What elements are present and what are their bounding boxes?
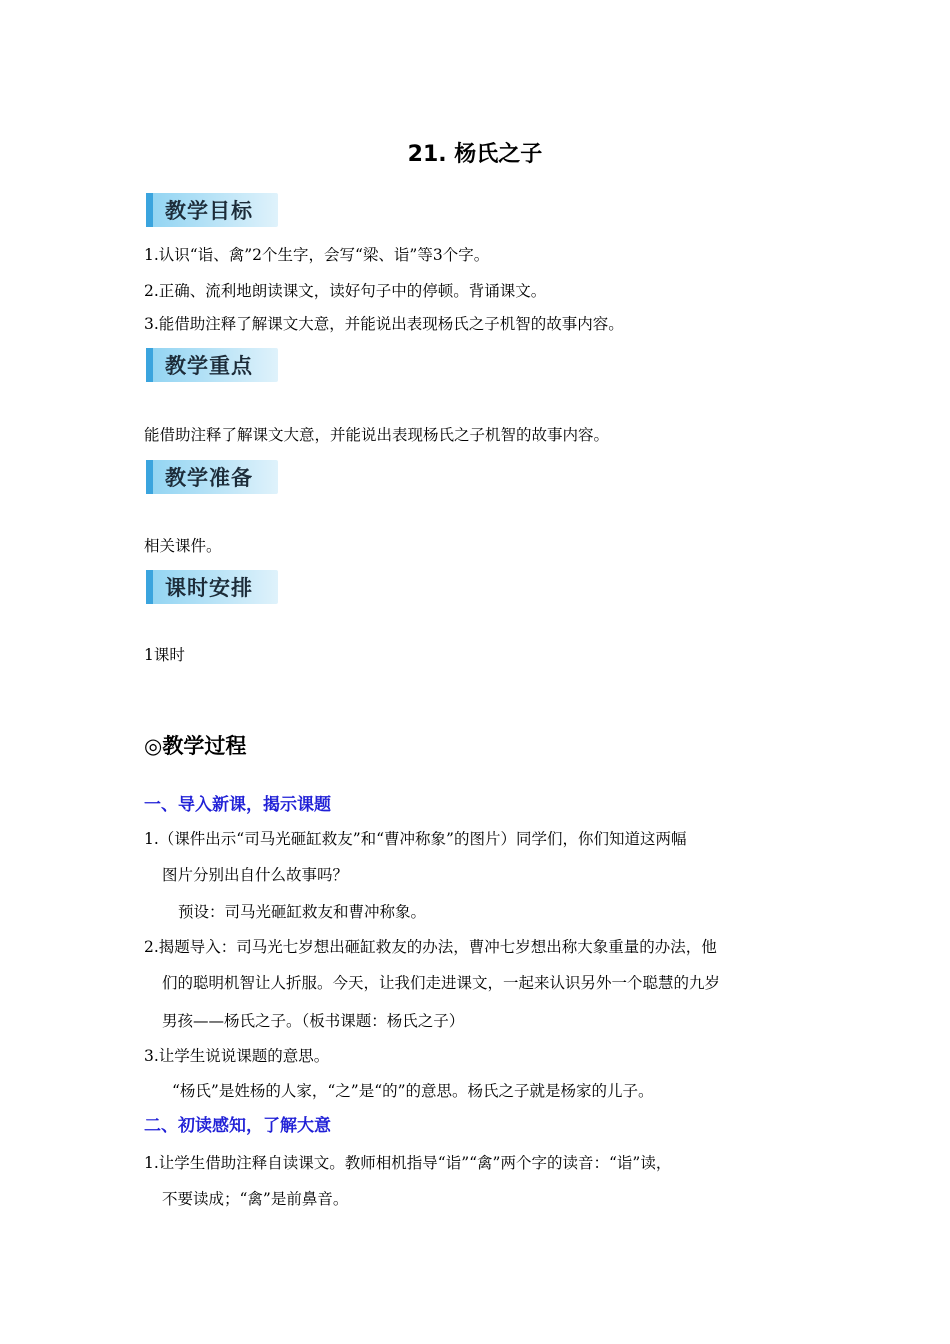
schedule-heading: 课时安排 — [165, 576, 253, 600]
section2-p1-line2: 不要读成；“禽”是前鼻音。 — [162, 1190, 349, 1208]
objectives-badge — [146, 193, 278, 227]
section1-p2-line2: 们的聪明机智让人折服。今天，让我们走进课文，一起来认识另外一个聪慧的九岁 — [162, 974, 721, 992]
schedule-badge — [146, 570, 278, 604]
badge-accent-bar — [146, 570, 153, 604]
section1-heading: 一、导入新课，揭示课题 — [144, 795, 331, 815]
preparation-text: 相关课件。 — [144, 537, 222, 555]
preparation-badge — [146, 460, 278, 494]
section1-p2-line1: 2.揭题导入：司马光七岁想出砸缸救友的办法，曹冲七岁想出称大象重量的办法，他 — [144, 938, 717, 956]
objective-item-3: 3.能借助注释了解课文大意，并能说出表现杨氏之子机智的故事内容。 — [144, 315, 624, 333]
badge-accent-bar — [146, 193, 153, 227]
section1-p3-answer: “杨氏”是姓杨的人家，“之”是“的”的意思。杨氏之子就是杨家的儿子。 — [172, 1082, 654, 1100]
section1-p2-line3: 男孩——杨氏之子。（板书课题：杨氏之子） — [162, 1012, 465, 1030]
section1-p1-line1: 1.（课件出示“司马光砸缸救友”和“曹冲称象”的图片）同学们，你们知道这两幅 — [144, 830, 687, 848]
schedule-text: 1课时 — [144, 646, 185, 664]
badge-accent-bar — [146, 460, 153, 494]
objectives-heading: 教学目标 — [165, 199, 253, 223]
section2-p1-line1: 1.让学生借助注释自读课文。教师相机指导“诣”“禽”两个字的读音：“诣”读， — [144, 1154, 672, 1172]
process-heading: ◎教学过程 — [144, 734, 247, 758]
preparation-heading: 教学准备 — [165, 466, 253, 490]
objective-item-2: 2.正确、流利地朗读课文，读好句子中的停顿。背诵课文。 — [144, 282, 547, 300]
section1-p1-answer: 预设：司马光砸缸救友和曹冲称象。 — [178, 903, 427, 921]
key-points-badge — [146, 348, 278, 382]
section1-p3-line1: 3.让学生说说课题的意思。 — [144, 1047, 330, 1065]
key-points-text: 能借助注释了解课文大意，并能说出表现杨氏之子机智的故事内容。 — [144, 426, 610, 444]
objective-item-1: 1.认识“诣、禽”2个生字，会写“梁、诣”等3个字。 — [144, 246, 490, 264]
page-title: 21. 杨氏之子 — [407, 142, 543, 167]
key-points-heading: 教学重点 — [165, 354, 253, 378]
badge-accent-bar — [146, 348, 153, 382]
section1-p1-line2: 图片分别出自什么故事吗？ — [162, 866, 349, 884]
section2-heading: 二、初读感知，了解大意 — [144, 1116, 331, 1136]
